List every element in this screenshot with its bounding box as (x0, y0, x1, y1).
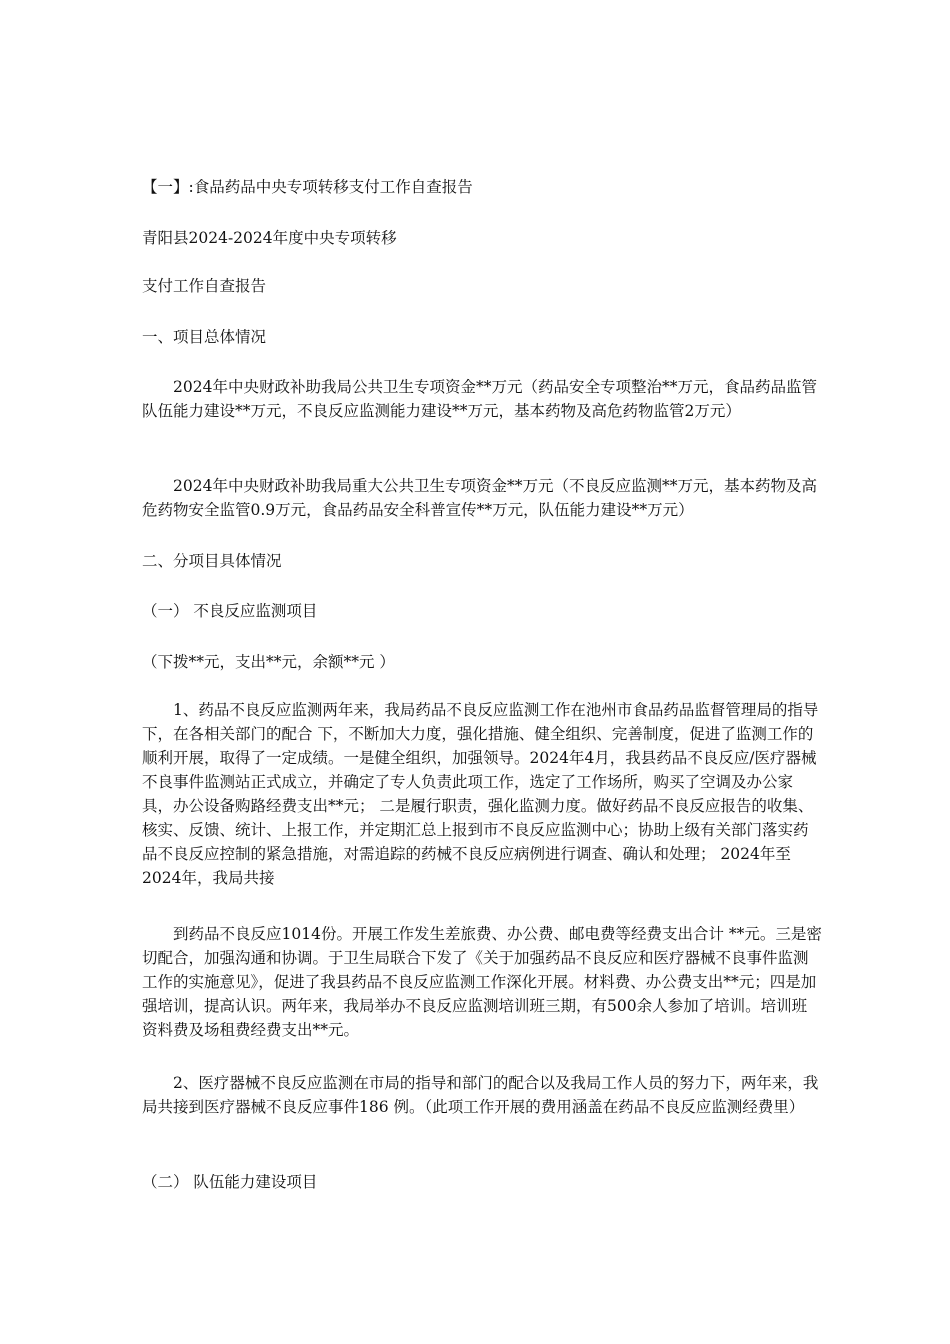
paragraph-4: 到药品不良反应1014份。开展工作发生差旅费、办公费、邮电费等经费支出合计 **元。三是密切配合，加强沟通和协调。于卫生局联合下发了《关于加强药品不良反应和医疗器械不良事件监测工作的实施意见》，促进了我县药品不良反应监测工作深化开展。材料费、办公费支出**元；四是加强培训，提高认识。两年来，我局举办不良反应监测培训班三期，有500余人参加了培训。培训班资料费及场租费经费支出**元。 (142, 925, 822, 1039)
subsection-heading-2: （二） 队伍能力建设项目 (142, 1173, 318, 1191)
subsection-amounts: （下拨**元，支出**元，余额**元 ） (142, 653, 395, 671)
paragraph-2: 2024年中央财政补助我局重大公共卫生专项资金**万元（不良反应监测**万元，基本药物及高危药物安全监管0.9万元，食品药品安全科普宣传**万元，队伍能力建设**万元） (142, 477, 817, 519)
section-heading-2: 二、分项目具体情况 (142, 552, 282, 570)
subsection-heading-1: （一） 不良反应监测项目 (142, 602, 318, 620)
document-title: 【一】:食品药品中央专项转移支付工作自查报告 (142, 178, 473, 196)
paragraph-5: 2、医疗器械不良反应监测在市局的指导和部门的配合以及我局工作人员的努力下，两年来，我局共接到医疗器械不良反应事件186 例。（此项工作开展的费用涵盖在药品不良反应监测经费里） (142, 1074, 819, 1116)
paragraph-3: 1、药品不良反应监测两年来，我局药品不良反应监测工作在池州市食品药品监督管理局的指导下，在各相关部门的配合 下，不断加大力度，强化措施、健全组织、完善制度，促进了监测工作的顺利开展，取得了一定成绩。一是健全组织，加强领导。2024年4月，我县药品不良反应/医疗器械不良事件监测站正式成立，并确定了专人负责此项工作，选定了工作场所，购买了空调及办公家具，办公设备购路经费支出**元； 二是履行职责，强化监测力度。做好药品不良反应报告的收集、核实、反馈、统计、上报工作，并定期汇总上报到市不良反应监测中心；协助上级有关部门落实药品不良反应控制的紧急措施，对需追踪的药械不良反应病例进行调查、确认和处理； 2024年至2024年，我局共接 (142, 701, 819, 887)
subtitle-line-1: 青阳县2024-2024年度中央专项转移 (142, 229, 397, 247)
subtitle-line-2: 支付工作自查报告 (142, 277, 267, 295)
paragraph-1: 2024年中央财政补助我局公共卫生专项资金**万元（药品安全专项整治**万元，食品药品监管队伍能力建设**万元，不良反应监测能力建设**万元，基本药物及高危药物监管2万元） (142, 378, 817, 420)
section-heading-1: 一、项目总体情况 (142, 328, 267, 346)
